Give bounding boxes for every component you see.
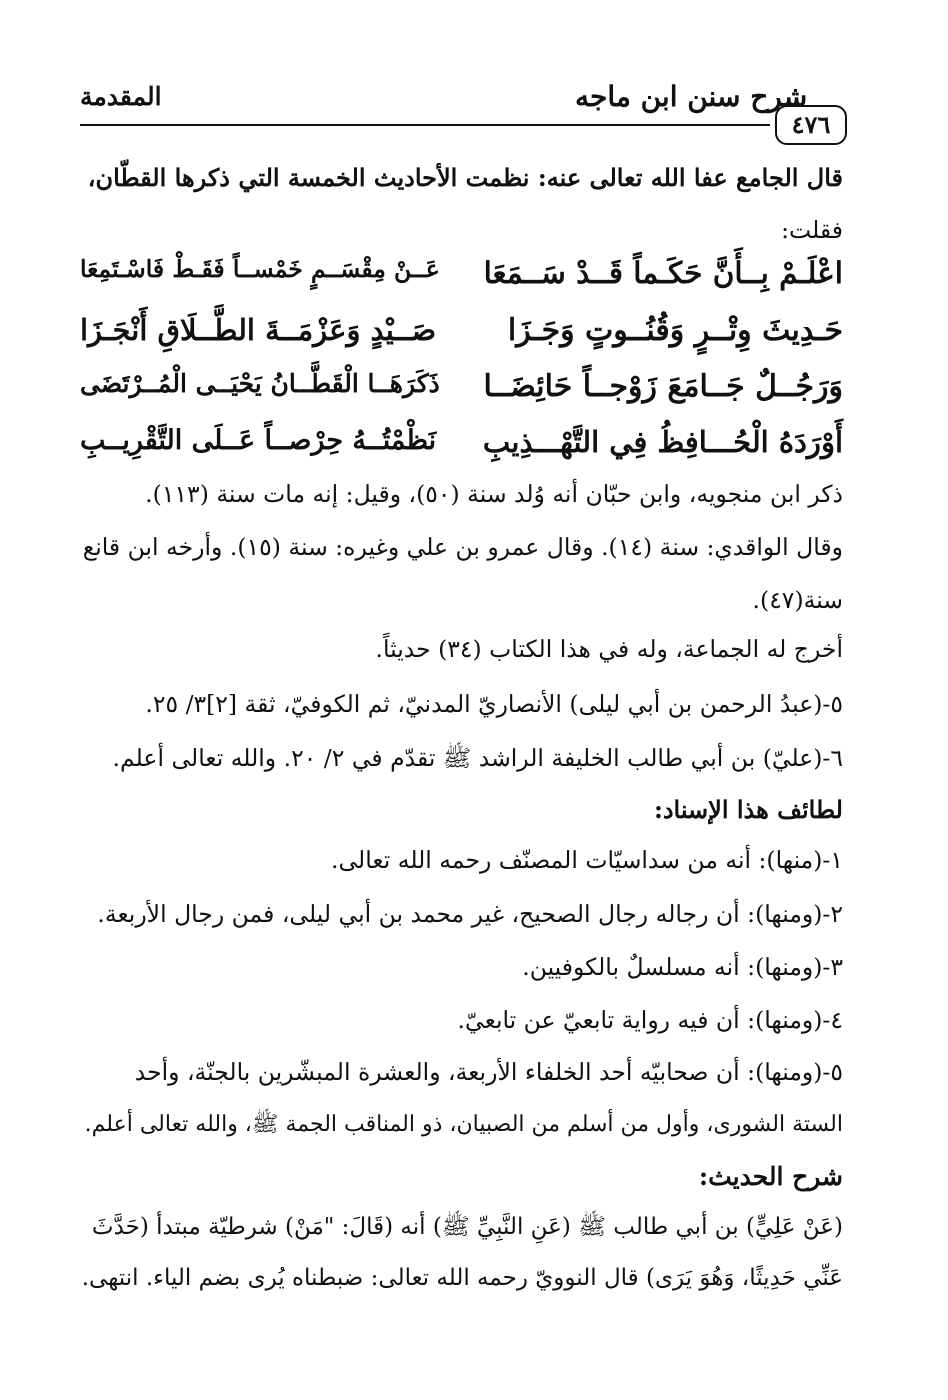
- bio-line-1: ذكر ابن منجويه، وابن حبّان أنه وُلد سنة (٥٠)، وقيل: إنه مات سنة (١١٣).: [145, 480, 843, 508]
- header-rule: [80, 124, 770, 126]
- note-line-3: ٦-(عليّ) بن أبي طالب الخليفة الراشد ﷺ تقدّم في ٢/ ٢٠. والله تعالى أعلم.: [112, 744, 843, 772]
- sharh-line-2: عَنِّي حَدِيثًا، وَهُوَ يَرَى) قال النوويّ رحمه الله تعالى: ضبطناه يُرى بضم الياء. انتهى.: [81, 1265, 843, 1291]
- lataif-item-3: ٣-(ومنها): أنه مسلسلٌ بالكوفيين.: [522, 953, 843, 981]
- book-title: شرح سنن ابن ماجه: [575, 80, 808, 113]
- lataif-item-5-line-2: الستة الشورى، وأول من أسلم من الصبيان، ذو المناقب الجمة ﷺ، والله تعالى أعلم.: [84, 1112, 843, 1137]
- page-number: ٤٧٦: [775, 105, 847, 145]
- bio-line-3: سنة(٤٧).: [752, 586, 843, 614]
- note-line-2: ٥-(عبدُ الرحمن بن أبي ليلى) الأنصاريّ المدنيّ، ثم الكوفيّ، ثقة [٢]٣/ ٢٥.: [145, 690, 843, 718]
- intro-line-1: قال الجامع عفا الله تعالى عنه: نظمت الأحاديث الخمسة التي ذكرها القطّان،: [87, 163, 843, 192]
- note-line-1: أخرج له الجماعة، وله في هذا الكتاب (٣٤) حديثاً.: [375, 635, 843, 663]
- lataif-item-2: ٢-(ومنها): أن رجاله رجال الصحيح، غير محمد بن أبي ليلى، فمن رجال الأربعة.: [97, 900, 843, 928]
- lataif-item-1: ١-(منها): أنه من سداسيّات المصنّف رحمه الله تعالى.: [331, 846, 843, 874]
- sharh-heading: شرح الحديث:: [698, 1162, 843, 1191]
- poem-verse-2-right: حَـدِيثَ وِتْــرٍ وَقُنُــوتٍ وَجَـزَا: [507, 313, 843, 348]
- poem-verse-1-right: اعْلَـمْ بِــأَنَّ حَكَـماً قَــدْ سَــمَعَا: [483, 255, 843, 290]
- poem-verse-3-left: ذَكَرَهَــا الْقَطَّــانُ يَحْيَــى الْمُــرْتَضَى: [80, 369, 440, 398]
- bio-line-2: وقال الواقدي: سنة (١٤). وقال عمرو بن علي وغيره: سنة (١٥). وأرخه ابن قانع: [82, 533, 843, 561]
- poem-verse-1-left: عَــنْ مِقْسَــمٍ خَمْســاً فَقَـطْ فَاسْـتَمِعَا: [80, 255, 440, 283]
- poem-verse-2-left: صَــيْدٍ وَعَزْمَــةَ الطَّــلَاقِ أَنْجَـزَا: [80, 313, 437, 347]
- intro-line-2: فقلت:: [781, 216, 843, 244]
- poem-verse-4-left: نَظْمْتُــهُ حِرْصــاً عَــلَى التَّقْرِيــبِ: [80, 425, 437, 456]
- poem-verse-4-right: أَوْرَدَهُ الْحُـــافِظُ فِي التَّهْـــذِيبِ: [482, 425, 843, 459]
- sharh-line-1: (عَنْ عَلِيٍّ) بن أبي طالب ﷺ (عَنِ النَّبِيِّ ﷺ) أنه (قَالَ: "مَنْ) شرطيّة مبتدأ (حَدَّثَ: [91, 1214, 843, 1240]
- lataif-heading: لطائف هذا الإسناد:: [653, 795, 843, 824]
- lataif-item-4: ٤-(ومنها): أن فيه رواية تابعيّ عن تابعيّ.: [457, 1006, 843, 1034]
- poem-verse-3-right: وَرَجُــلٌ جَــامَعَ زَوْجــاً حَائِضَــا: [483, 369, 843, 404]
- lataif-item-5-line-1: ٥-(ومنها): أن صحابيّه أحد الخلفاء الأربعة، والعشرة المبشّرين بالجنّة، وأحد: [134, 1058, 843, 1086]
- section-title: المقدمة: [80, 82, 162, 111]
